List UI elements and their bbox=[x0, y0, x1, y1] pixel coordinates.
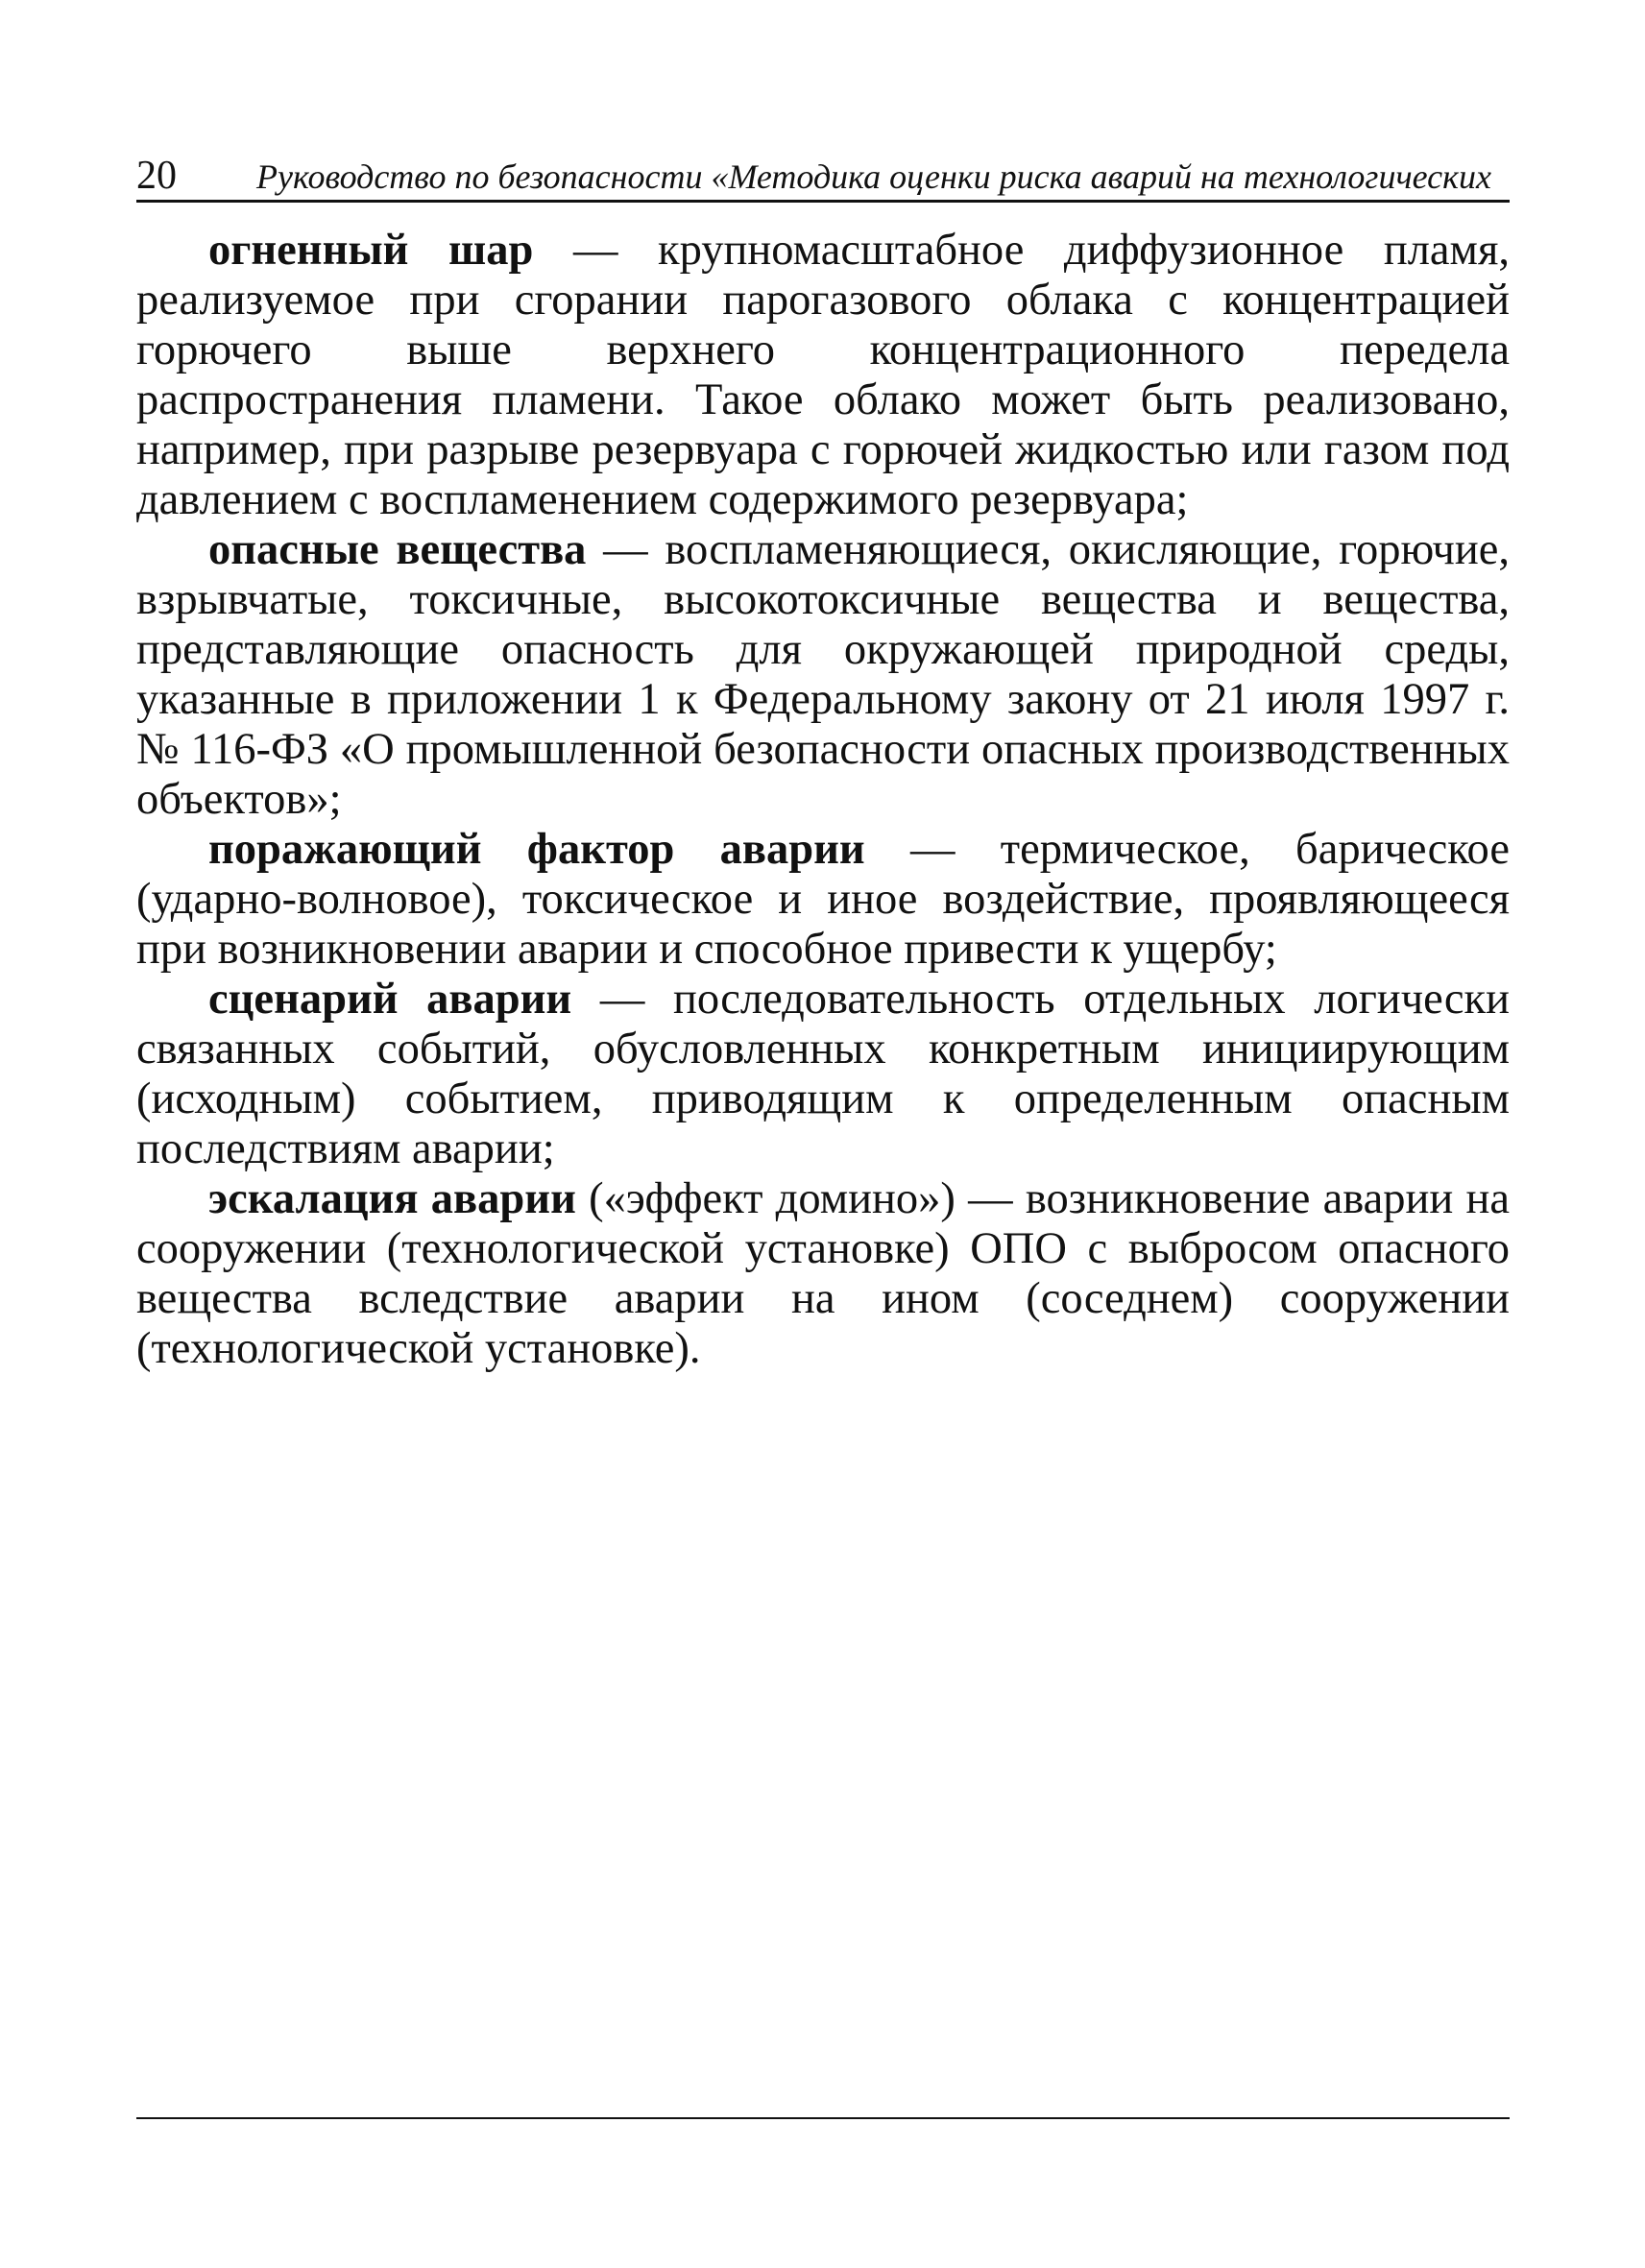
definition-text: — последовательность отдельных логически связанных событий, обусловленных конкретным инициирующим (исходным) событием, приводящим к определенным опасным последствиям аварии; bbox=[136, 975, 1510, 1173]
definition-paragraph bbox=[136, 975, 1510, 1174]
definition-term: эскалация аварии bbox=[208, 1174, 576, 1223]
definition-paragraph bbox=[136, 825, 1510, 975]
footer-rule bbox=[136, 2117, 1510, 2119]
document-body bbox=[136, 226, 1510, 1374]
definition-paragraph bbox=[136, 525, 1510, 825]
definition-paragraph bbox=[136, 1174, 1510, 1374]
page-header bbox=[136, 154, 1510, 203]
definition-paragraph bbox=[136, 226, 1510, 525]
definition-text: («эффект домино») — возникновение аварии на сооружении (технологической установке) ОПО с выбросом опасного вещества вследствие аварии на ином (соседнем) сооружении (технологической установке). bbox=[136, 1174, 1510, 1373]
definition-term: огненный шар bbox=[208, 226, 534, 275]
definition-term: опасные вещества bbox=[208, 525, 587, 574]
definition-text: — крупномасштабное диффузионное пламя, реализуемое при сгорании парогазового облака с концентрацией горючего выше верхнего концентрационного передела распространения пламени. Такое облако может быть реализовано, например, при разрыве резервуара с горючей жидкостью или газом под давлением с воспламенением содержимого резервуара; bbox=[136, 226, 1510, 524]
page-number: 20 bbox=[136, 154, 177, 198]
definition-text: — термическое, барическое (ударно-волновое), токсическое и иное воздействие, проявляющееся при возникновении аварии и способное привести к ущербу; bbox=[136, 825, 1510, 974]
definition-term: сценарий аварии bbox=[208, 975, 572, 1024]
definition-text: — воспламеняющиеся, окисляющие, горючие, взрывчатые, токсичные, высокотоксичные вещества и вещества, представляющие опасность для окружающей природной среды, указанные в приложении 1 к Федеральному закону от 21 июля 1997 г. № 116-ФЗ «О промышленной безопасности опасных производственных объектов»; bbox=[136, 525, 1510, 824]
definition-term: поражающий фактор аварии bbox=[208, 825, 865, 874]
running-head: Руководство по безопасности «Методика оценки риска аварий на технологических bbox=[256, 157, 1491, 196]
